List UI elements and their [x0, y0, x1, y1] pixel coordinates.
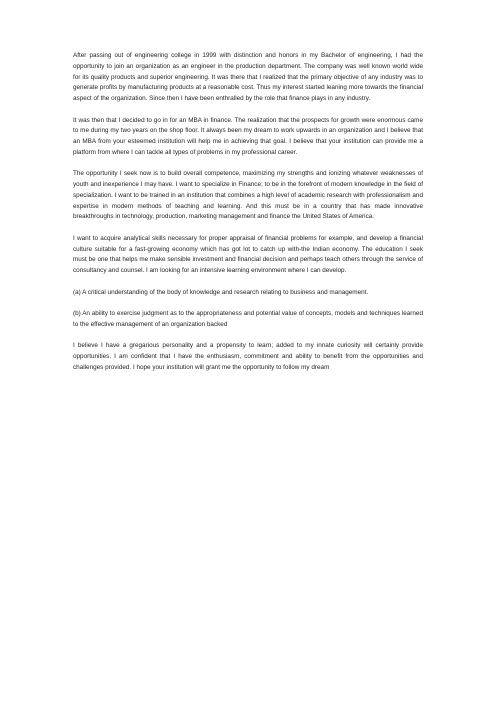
- paragraph: I believe I have a gregarious personality and a propensity to learn; added to my innate curiosity will certainly provide opportunities. I am confident that I have the enthusiasm, commitment and ability to benefit from the opportunities and challenges provided. I hope your institution will grant me the opportunity to follow my dream: [73, 342, 425, 371]
- paragraph: I want to acquire analytical skills necessary for proper appraisal of financial problems for example, and develop a financial culture suitable for a fast-growing economy which has got lot to catch up with-the Indian economy. The education I seek must be one that helps me make sensible investment and financial decision and perhaps teach others through the service of consultancy and counsel. I am looking for an intensive learning environment where I can develop.: [73, 234, 425, 274]
- paragraph: After passing out of engineering college in 1999 with distinction and honors in my Bachelor of engineering, I had the opportunity to join an organization as an engineer in the production department. The company was well known world wide for its quality products and superior engineering. It was there that I realized that the primary objective of any industry was to generate profits by manufacturing products at a reasonable cost. Thus my interest started leaning more towards the financial aspect of the organization. Since then I have been enthralled by the role that finance plays in any industry.: [73, 52, 425, 102]
- paragraph: The opportunity I seek now is to build overall competence, maximizing my strengths and ionizing whatever weaknesses of youth and inexperience I may have. I want to specialize in Finance; to be in the forefront of modern knowledge in the field of specialization. I want to be trained in an institution that combines a high level of academic research with professionalism and expertise in modern methods of teaching and learning. And this must be in a country that has made innovative breakthroughs in technology, production, marketing management and finance the United States of America.: [73, 170, 425, 221]
- paragraph: It was then that I decided to go in for an MBA in finance. The realization that the prospects for growth were enormous came to me during my two years on the shop floor. It always been my dream to work upwards in an organization and I believe that an MBA from your esteemed institution will help me in achieving that goal. I believe that your institution can provide me a platform from where I can tackle all types of problems in my professional career.: [73, 116, 425, 156]
- paragraph: (b) An ability to exercise judgment as to the appropriateness and potential value of concepts, models and techniques learned to the effective management of an organization backed: [73, 310, 425, 328]
- paragraph: (a) A critical understanding of the body of knowledge and research relating to business and management.: [73, 288, 369, 296]
- document-body: [73, 51, 423, 384]
